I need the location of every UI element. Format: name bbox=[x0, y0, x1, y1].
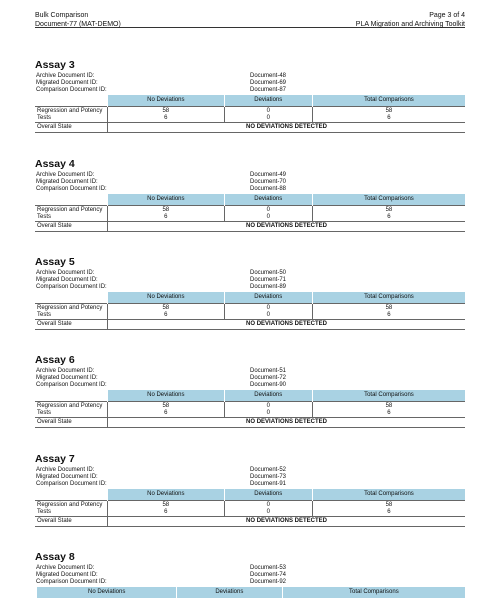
column-header-deviations: Deviations bbox=[224, 292, 312, 304]
row-label-overall: Overall State bbox=[35, 222, 108, 232]
assay-section bbox=[35, 550, 465, 598]
document-ids bbox=[35, 270, 465, 291]
value: 58 bbox=[385, 207, 393, 213]
value: 0 bbox=[266, 305, 270, 311]
value: 58 bbox=[385, 502, 393, 508]
assay-title: Assay 8 bbox=[35, 551, 75, 563]
migrated-id-label: Migrated Document ID: bbox=[36, 571, 98, 578]
row-label-regression: Regression and Potency Tests bbox=[35, 206, 108, 222]
assay-section bbox=[35, 255, 465, 330]
row-label-regression: Regression and Potency Tests bbox=[35, 501, 108, 517]
table-row-regression bbox=[35, 402, 465, 418]
column-header-no-deviations: No Deviations bbox=[108, 194, 225, 206]
archive-id-value: Document-52 bbox=[250, 467, 287, 473]
value: 58 bbox=[162, 305, 170, 311]
cell-deviations bbox=[224, 402, 312, 418]
value: 0 bbox=[266, 114, 270, 121]
value: 6 bbox=[387, 311, 391, 318]
comparison-table bbox=[35, 587, 465, 598]
comparison-id-value: Document-87 bbox=[250, 86, 287, 93]
value: 58 bbox=[162, 502, 170, 508]
migrated-id-label: Migrated Document ID: bbox=[36, 178, 98, 185]
value: 6 bbox=[387, 508, 391, 515]
comparison-id-value: Document-88 bbox=[250, 185, 287, 192]
cell-total bbox=[312, 107, 465, 123]
cell-no-deviations bbox=[108, 501, 225, 517]
row-label-overall: Overall State bbox=[35, 517, 108, 527]
comparison-table bbox=[35, 390, 465, 428]
value: 0 bbox=[266, 502, 270, 508]
migrated-id-label: Migrated Document ID: bbox=[36, 276, 98, 283]
archive-id-label: Archive Document ID: bbox=[36, 467, 95, 473]
migrated-id-value: Document-69 bbox=[250, 79, 287, 86]
table-header-row bbox=[35, 587, 465, 598]
overall-state-value: NO DEVIATIONS DETECTED bbox=[108, 517, 466, 527]
header-right bbox=[356, 12, 465, 29]
column-header-total: Total Comparisons bbox=[312, 194, 465, 206]
value: 58 bbox=[162, 108, 170, 114]
value: 6 bbox=[164, 311, 168, 318]
assay-title: Assay 4 bbox=[35, 158, 75, 170]
document-ids bbox=[35, 467, 465, 488]
value: 6 bbox=[164, 508, 168, 515]
column-header-total: Total Comparisons bbox=[282, 587, 465, 598]
cell-total bbox=[312, 402, 465, 418]
column-header-deviations: Deviations bbox=[224, 194, 312, 206]
value: 58 bbox=[162, 403, 170, 409]
migrated-id-value: Document-74 bbox=[250, 571, 287, 578]
assay-title: Assay 6 bbox=[35, 354, 75, 366]
archive-id-label: Archive Document ID: bbox=[36, 270, 95, 276]
cell-deviations bbox=[224, 304, 312, 320]
empty-header-cell bbox=[35, 390, 108, 402]
row-label-regression: Regression and Potency Tests bbox=[35, 107, 108, 123]
row-label-regression: Regression and Potency Tests bbox=[35, 402, 108, 418]
assay-section bbox=[35, 58, 465, 133]
comparison-id-value: Document-90 bbox=[250, 381, 287, 388]
assay-title: Assay 7 bbox=[35, 453, 75, 465]
comparison-table bbox=[35, 95, 465, 133]
column-header-deviations: Deviations bbox=[224, 95, 312, 107]
table-header-row bbox=[35, 194, 465, 206]
value: 0 bbox=[266, 207, 270, 213]
empty-header-cell bbox=[35, 489, 108, 501]
toolkit-name: PLA Migration and Archiving Toolkit bbox=[355, 20, 465, 28]
value: 0 bbox=[266, 108, 270, 114]
value: 6 bbox=[387, 213, 391, 220]
column-header-deviations: Deviations bbox=[224, 489, 312, 501]
cell-no-deviations bbox=[108, 304, 225, 320]
assay-title: Assay 3 bbox=[35, 59, 75, 71]
archive-id-label: Archive Document ID: bbox=[36, 565, 95, 571]
column-header-deviations: Deviations bbox=[177, 587, 283, 598]
cell-no-deviations bbox=[108, 206, 225, 222]
overall-state-value: NO DEVIATIONS DETECTED bbox=[108, 320, 466, 330]
value: 58 bbox=[162, 207, 170, 213]
migrated-id-value: Document-73 bbox=[250, 473, 287, 480]
value: 6 bbox=[387, 409, 391, 416]
comparison-id-label: Comparison Document ID: bbox=[36, 283, 107, 290]
assay-section bbox=[35, 353, 465, 428]
comparison-id-value: Document-91 bbox=[250, 480, 287, 487]
table-row-overall bbox=[35, 123, 465, 133]
table-row-regression bbox=[35, 107, 465, 123]
migrated-id-value: Document-72 bbox=[250, 374, 287, 381]
column-header-no-deviations: No Deviations bbox=[108, 390, 225, 402]
migrated-id-value: Document-71 bbox=[250, 276, 287, 283]
comparison-id-value: Document-92 bbox=[250, 578, 287, 585]
column-header-no-deviations: No Deviations bbox=[108, 292, 225, 304]
column-header-total: Total Comparisons bbox=[312, 95, 465, 107]
comparison-id-label: Comparison Document ID: bbox=[36, 578, 107, 585]
table-row-overall bbox=[35, 418, 465, 428]
comparison-id-value: Document-89 bbox=[250, 283, 287, 290]
empty-header-cell bbox=[35, 292, 108, 304]
column-header-total: Total Comparisons bbox=[312, 292, 465, 304]
cell-deviations bbox=[224, 206, 312, 222]
table-row-overall bbox=[35, 517, 465, 527]
empty-header-cell bbox=[35, 194, 108, 206]
archive-id-value: Document-50 bbox=[250, 270, 287, 276]
comparison-table bbox=[35, 194, 465, 232]
table-row-regression bbox=[35, 501, 465, 517]
comparison-table bbox=[35, 292, 465, 330]
value: 6 bbox=[387, 114, 391, 121]
table-header-row bbox=[35, 95, 465, 107]
archive-id-value: Document-48 bbox=[250, 73, 287, 79]
value: 0 bbox=[266, 403, 270, 409]
archive-id-value: Document-53 bbox=[250, 565, 287, 571]
comparison-id-label: Comparison Document ID: bbox=[36, 381, 107, 388]
assay-title: Assay 5 bbox=[35, 256, 75, 268]
page-header bbox=[35, 0, 465, 28]
header-left bbox=[35, 12, 121, 29]
value: 0 bbox=[266, 311, 270, 318]
page-number: Page 3 of 4 bbox=[429, 12, 465, 19]
value: 0 bbox=[266, 409, 270, 416]
overall-state-value: NO DEVIATIONS DETECTED bbox=[108, 222, 466, 232]
table-row-overall bbox=[35, 320, 465, 330]
column-header-total: Total Comparisons bbox=[312, 489, 465, 501]
cell-no-deviations bbox=[108, 107, 225, 123]
empty-header-cell bbox=[35, 95, 108, 107]
document-ids bbox=[35, 172, 465, 193]
row-label-overall: Overall State bbox=[35, 320, 108, 330]
overall-state-value: NO DEVIATIONS DETECTED bbox=[108, 418, 466, 428]
comparison-table bbox=[35, 489, 465, 527]
table-header-row bbox=[35, 489, 465, 501]
comparison-id-label: Comparison Document ID: bbox=[36, 86, 107, 93]
report-title: Bulk Comparison bbox=[35, 12, 89, 19]
value: 58 bbox=[385, 305, 393, 311]
cell-deviations bbox=[224, 501, 312, 517]
column-header-no-deviations: No Deviations bbox=[37, 587, 177, 598]
document-id: Document-77 (MAT-DEMO) bbox=[35, 20, 121, 28]
column-header-deviations: Deviations bbox=[224, 390, 312, 402]
column-header-no-deviations: No Deviations bbox=[108, 489, 225, 501]
document-ids bbox=[35, 565, 465, 586]
cell-total bbox=[312, 501, 465, 517]
migrated-id-label: Migrated Document ID: bbox=[36, 374, 98, 381]
table-header-row bbox=[35, 390, 465, 402]
archive-id-label: Archive Document ID: bbox=[36, 172, 95, 178]
row-label-overall: Overall State bbox=[35, 418, 108, 428]
value: 6 bbox=[164, 409, 168, 416]
column-header-no-deviations: No Deviations bbox=[108, 95, 225, 107]
cell-total bbox=[312, 304, 465, 320]
assay-section bbox=[35, 157, 465, 232]
value: 58 bbox=[385, 403, 393, 409]
value: 6 bbox=[164, 213, 168, 220]
comparison-id-label: Comparison Document ID: bbox=[36, 185, 107, 192]
table-row-regression bbox=[35, 206, 465, 222]
migrated-id-label: Migrated Document ID: bbox=[36, 473, 98, 480]
cell-total bbox=[312, 206, 465, 222]
migrated-id-label: Migrated Document ID: bbox=[36, 79, 98, 86]
archive-id-value: Document-51 bbox=[250, 368, 287, 374]
row-label-overall: Overall State bbox=[35, 123, 108, 133]
table-row-regression bbox=[35, 304, 465, 320]
column-header-total: Total Comparisons bbox=[312, 390, 465, 402]
assay-section bbox=[35, 452, 465, 527]
value: 58 bbox=[385, 108, 393, 114]
cell-no-deviations bbox=[108, 402, 225, 418]
comparison-id-label: Comparison Document ID: bbox=[36, 480, 107, 487]
migrated-id-value: Document-70 bbox=[250, 178, 287, 185]
document-ids bbox=[35, 368, 465, 389]
value: 0 bbox=[266, 508, 270, 515]
value: 0 bbox=[266, 213, 270, 220]
document-ids bbox=[35, 73, 465, 94]
table-header-row bbox=[35, 292, 465, 304]
overall-state-value: NO DEVIATIONS DETECTED bbox=[108, 123, 466, 133]
cell-deviations bbox=[224, 107, 312, 123]
value: 6 bbox=[164, 114, 168, 121]
table-row-overall bbox=[35, 222, 465, 232]
archive-id-value: Document-49 bbox=[250, 172, 287, 178]
archive-id-label: Archive Document ID: bbox=[36, 368, 95, 374]
row-label-regression: Regression and Potency Tests bbox=[35, 304, 108, 320]
archive-id-label: Archive Document ID: bbox=[36, 73, 95, 79]
